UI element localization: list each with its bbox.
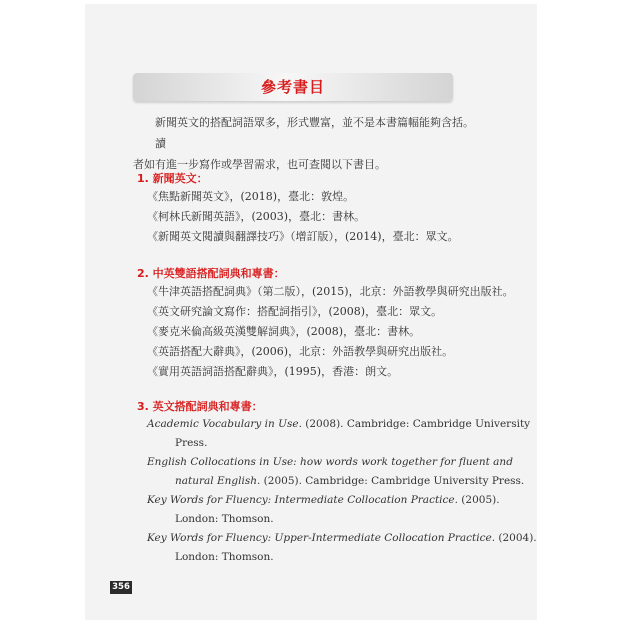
list-item [147, 415, 537, 453]
section-heading-bilingual-dictionaries: 2. 中英雙語搭配詞典和專書： [137, 267, 285, 280]
list-item: 《麥克米倫高級英漢雙解詞典》，(2008)，臺北：書林。 [147, 325, 421, 338]
book-title: Key Words for Fluency: Upper-Intermediate Collocation Practice [147, 532, 492, 544]
book-details-cont: Press. [175, 437, 208, 449]
book-details-cont: London: Thomson. [175, 551, 274, 563]
list-item: 《新聞英文閱讀與翻譯技巧》（增訂版），(2014)，臺北：眾文。 [147, 230, 459, 243]
book-details: . (2005). Cambridge: Cambridge University Press. [257, 475, 525, 487]
list-item: 《英語搭配大辭典》，(2006)，北京：外語教學與研究出版社。 [147, 345, 454, 358]
list-item: 《牛津英語搭配詞典》（第二版），(2015)，北京：外語教學與研究出版社。 [147, 285, 514, 298]
page-title: 參考書目 [260, 78, 325, 96]
list-item [147, 453, 537, 491]
intro-line-2: 者如有進一步寫作或學習需求，也可查閱以下書目。 [133, 158, 386, 171]
book-title: Academic Vocabulary in Use [147, 418, 299, 430]
book-title: Key Words for Fluency: Intermediate Collocation Practice [147, 494, 455, 506]
book-details: . (2008). Cambridge: Cambridge University [298, 418, 531, 430]
news-english-list [147, 187, 459, 247]
list-item [147, 529, 537, 567]
english-collocation-list [147, 415, 537, 567]
book-details: . (2004). [491, 532, 537, 544]
page-number: 356 [110, 581, 132, 594]
section-heading-news-english: 1. 新聞英文： [137, 172, 208, 185]
book-details-cont: London: Thomson. [175, 513, 274, 525]
intro-paragraph [133, 112, 483, 175]
intro-line-1: 新聞英文的搭配詞語眾多，形式豐富，並不是本書篇幅能夠含括。讀 [155, 116, 474, 150]
book-details: . (2005). [454, 494, 500, 506]
book-title-cont: natural English [175, 475, 257, 487]
bilingual-dictionaries-list [147, 282, 514, 382]
list-item: 《柯林氏新聞英語》，(2003)，臺北：書林。 [147, 210, 366, 223]
list-item: 《實用英語詞語搭配辭典》，(1995)，香港：朗文。 [147, 365, 399, 378]
list-item: 《焦點新聞英文》，(2018)，臺北：敦煌。 [147, 190, 355, 203]
list-item [147, 491, 537, 529]
book-details-cont [147, 472, 537, 491]
book-title: English Collocations in Use: how words work together for fluent and [147, 456, 513, 468]
section-heading-english-collocation: 3. 英文搭配詞典和專書： [137, 400, 263, 413]
list-item: 《英文研究論文寫作：搭配詞指引》，(2008)，臺北：眾文。 [147, 305, 443, 318]
